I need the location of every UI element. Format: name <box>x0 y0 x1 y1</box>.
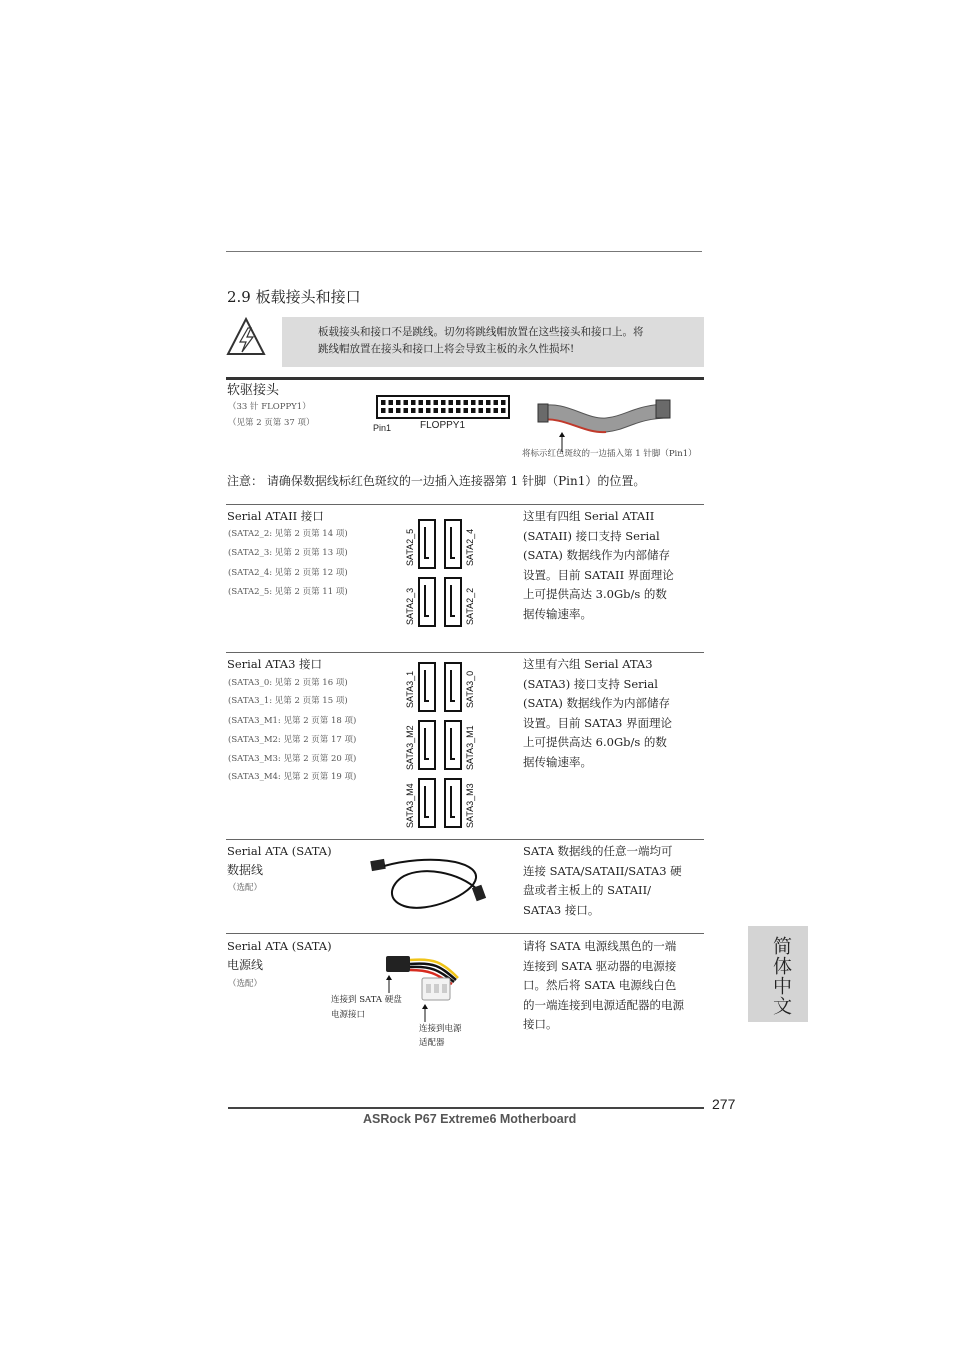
sata-port <box>444 577 462 627</box>
floppy-pin <box>464 400 469 405</box>
language-tab <box>748 926 808 1022</box>
power-cable-optional: （选配） <box>228 979 263 989</box>
sata3-title: Serial ATA3 接口 <box>227 657 323 671</box>
data-cable-subtitle: 数据线 <box>227 863 264 877</box>
floppy-pins: （33 针 FLOPPY1） <box>228 402 311 412</box>
page-number: 277 <box>712 1096 736 1112</box>
sata2-title: Serial ATAII 接口 <box>227 509 324 523</box>
sata-port <box>418 662 436 712</box>
desc-line: 设置。目前 SATA3 界面理论 <box>523 715 673 730</box>
desc-line: 盘或者主板上的 SATAII/ <box>523 883 652 897</box>
floppy-pin1-label: Pin1 <box>373 423 392 433</box>
sata2-item: (SATA2_4: 见第 2 页第 12 项) <box>228 568 348 578</box>
floppy-pin <box>494 400 499 405</box>
floppy-pin <box>471 400 476 405</box>
floppy-pin <box>426 400 431 405</box>
sata-port-label: SATA3_M2 <box>405 725 415 770</box>
data-cable-description <box>523 842 682 920</box>
floppy-pin <box>419 400 424 405</box>
sata2-item: (SATA2_2: 见第 2 页第 14 项) <box>228 529 348 539</box>
desc-line: 的一端连接到电源适配器的电源 <box>523 997 684 1012</box>
floppy-pin <box>456 400 461 405</box>
floppy-pin <box>479 408 484 413</box>
desc-line: 上可提供高达 6.0Gb/s 的数 <box>523 735 667 749</box>
desc-line: SATA 数据线的任意一端均可 <box>523 844 673 858</box>
sata-port-label: SATA3_M3 <box>465 783 475 828</box>
desc-line: (SATA) 数据线作为内部储存 <box>523 696 671 710</box>
sata-port <box>418 720 436 770</box>
desc-line: 上可提供高达 3.0Gb/s 的数 <box>523 587 667 601</box>
power-cable-subtitle: 电源线 <box>227 958 264 972</box>
floppy-pin <box>411 400 416 405</box>
floppy-pin <box>464 408 469 413</box>
floppy-pin <box>449 408 454 413</box>
desc-line: 口。然后将 SATA 电源线白色 <box>523 978 677 992</box>
sata-data-cable-image <box>368 850 490 916</box>
desc-line: 连接到 SATA 驱动器的电源接 <box>523 958 677 973</box>
floppy-pin <box>486 400 491 405</box>
desc-line: 据传输速率。 <box>523 754 592 769</box>
sata3-item: (SATA3_M2: 见第 2 页第 17 项) <box>228 735 357 745</box>
sata-port <box>418 519 436 569</box>
sata-port-label: SATA3_0 <box>465 670 475 708</box>
sata-port <box>444 519 462 569</box>
sata-port-label: SATA3_M1 <box>465 725 475 770</box>
sata-port <box>418 577 436 627</box>
floppy-pin <box>434 408 439 413</box>
sata-port-label: SATA3_1 <box>405 670 415 708</box>
floppy-pin <box>404 408 409 413</box>
sata3-item: (SATA3_M4: 见第 2 页第 19 项) <box>228 772 357 782</box>
sata3-item: (SATA3_1: 见第 2 页第 15 项) <box>228 696 348 706</box>
data-cable-optional: （选配） <box>228 883 263 893</box>
language-tab-label: 简体中文 <box>770 936 792 1016</box>
desc-line: 这里有六组 Serial ATA3 <box>523 657 653 671</box>
sata2-item: (SATA2_5: 见第 2 页第 11 项) <box>228 587 348 597</box>
sata-port <box>444 720 462 770</box>
footer-rule <box>228 1107 704 1109</box>
desc-line: (SATA3) 接口支持 Serial <box>523 676 658 691</box>
divider <box>226 504 704 505</box>
floppy-cable-image <box>536 396 674 436</box>
sata3-item: (SATA3_0: 见第 2 页第 16 项) <box>228 678 348 688</box>
floppy-pin <box>381 400 386 405</box>
floppy-cable-note: 将标示红色斑纹的一边插入第 1 针脚（Pin1） <box>522 449 697 459</box>
caution-line-2: 跳线帽放置在接头和接口上将会导致主板的永久性损坏! <box>318 343 575 355</box>
desc-line: 接口。 <box>523 1017 558 1031</box>
floppy-pin <box>419 408 424 413</box>
floppy-connector-label: FLOPPY1 <box>420 420 466 431</box>
arrow-up-icon <box>386 975 392 993</box>
power-cable-description <box>523 937 684 1035</box>
section-rule <box>226 377 704 380</box>
floppy-pin <box>411 408 416 413</box>
data-cable-title: Serial ATA (SATA) <box>227 844 332 858</box>
floppy-pin <box>441 408 446 413</box>
floppy-pin <box>441 400 446 405</box>
floppy-pin <box>389 408 394 413</box>
section-title: 2.9 板载接头和接口 <box>227 288 361 306</box>
floppy-pin <box>396 400 401 405</box>
top-rule <box>226 251 702 252</box>
floppy-pin <box>471 408 476 413</box>
desc-line: SATA3 接口。 <box>523 902 600 917</box>
sata2-item: (SATA2_3: 见第 2 页第 13 项) <box>228 548 348 558</box>
floppy-pin <box>479 400 484 405</box>
floppy-pin <box>501 408 506 413</box>
floppy-connector <box>376 395 510 419</box>
hdd-label: 电源接口 <box>331 1010 366 1020</box>
desc-line: 连接 SATA/SATAII/SATA3 硬 <box>523 863 682 878</box>
divider <box>226 839 704 840</box>
floppy-pin <box>434 400 439 405</box>
caution-box <box>282 317 704 367</box>
sata-port-label: SATA2_4 <box>465 528 475 566</box>
floppy-pin <box>426 408 431 413</box>
hdd-label: 连接到 SATA 硬盘 <box>331 995 402 1005</box>
psu-label: 连接到电源 <box>419 1024 462 1034</box>
sata-port <box>444 662 462 712</box>
desc-line: 请将 SATA 电源线黑色的一端 <box>523 939 677 953</box>
desc-line: 这里有四组 Serial ATAII <box>523 509 655 523</box>
floppy-note: 注意： 请确保数据线标红色斑纹的一边插入连接器第 1 针脚（Pin1）的位置。 <box>227 474 646 488</box>
psu-label: 适配器 <box>419 1038 445 1048</box>
divider <box>226 652 704 653</box>
sata2-description <box>523 507 674 624</box>
sata-port-label: SATA2_3 <box>405 587 415 625</box>
desc-line: 设置。目前 SATAII 界面理论 <box>523 567 674 582</box>
desc-line: (SATAII) 接口支持 Serial <box>523 528 660 543</box>
sata-port <box>444 778 462 828</box>
floppy-title: 软驱接头 <box>227 383 280 398</box>
floppy-pin <box>501 400 506 405</box>
floppy-ref: （见第 2 页第 37 项） <box>228 418 315 428</box>
sata-port-label: SATA2_2 <box>465 587 475 625</box>
divider <box>226 933 704 934</box>
sata-port-label: SATA2_5 <box>405 528 415 566</box>
floppy-pin <box>449 400 454 405</box>
sata3-description <box>523 655 672 772</box>
warning-icon <box>226 316 266 358</box>
desc-line: (SATA) 数据线作为内部储存 <box>523 548 671 562</box>
arrow-up-icon <box>422 1004 428 1022</box>
sata3-item: (SATA3_M1: 见第 2 页第 18 项) <box>228 716 357 726</box>
sata-port-label: SATA3_M4 <box>405 783 415 828</box>
caution-line-1: 板载接头和接口不是跳线。切勿将跳线帽放置在这些接头和接口上。将 <box>318 326 644 338</box>
floppy-pin <box>381 408 386 413</box>
floppy-pin <box>389 400 394 405</box>
sata3-item: (SATA3_M3: 见第 2 页第 20 项) <box>228 754 357 764</box>
footer-product: ASRock P67 Extreme6 Motherboard <box>363 1112 577 1126</box>
floppy-pin <box>494 408 499 413</box>
sata-port <box>418 778 436 828</box>
power-cable-title: Serial ATA (SATA) <box>227 939 332 953</box>
floppy-pin <box>396 408 401 413</box>
floppy-pin <box>456 408 461 413</box>
floppy-pin <box>486 408 491 413</box>
desc-line: 据传输速率。 <box>523 606 592 621</box>
floppy-pin <box>404 400 409 405</box>
